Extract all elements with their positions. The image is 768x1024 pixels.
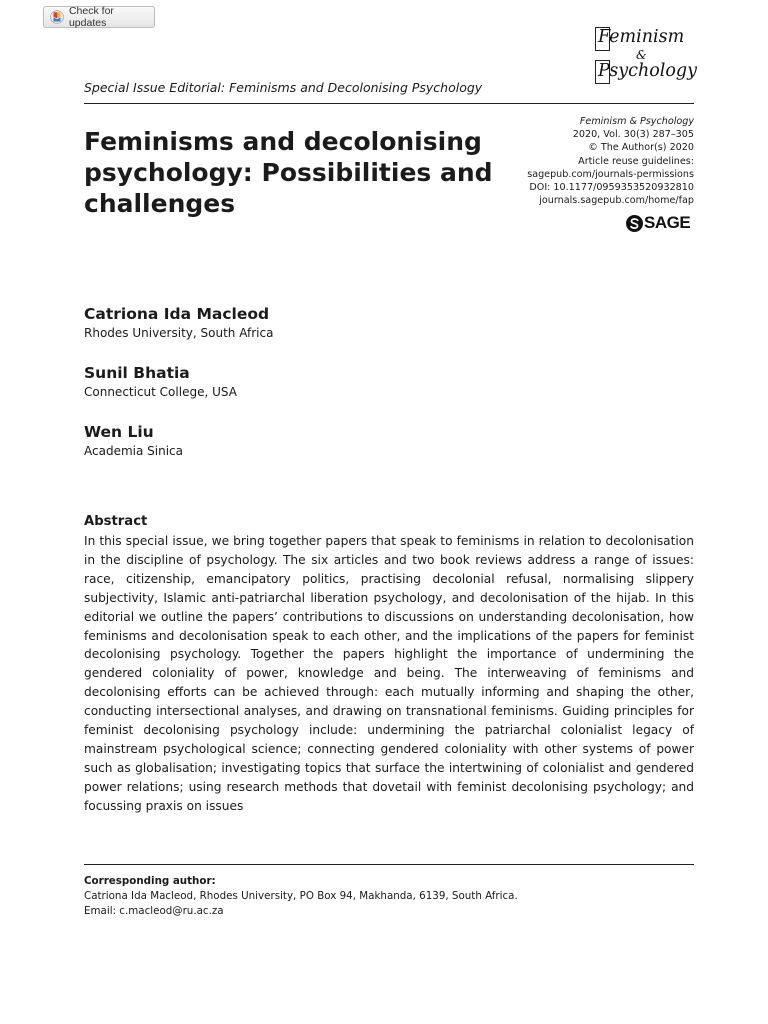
sage-s-icon [626, 215, 643, 232]
meta-doi-link[interactable]: DOI: 10.1177/0959353520932810 [529, 182, 694, 194]
corresponding-author-label: Corresponding author: [84, 875, 216, 887]
logo-line-psychology: Psychology [598, 61, 698, 81]
article-title: Feminisms and decolonising psychology: Possibilities and challenges [84, 127, 493, 218]
meta-home-link[interactable]: journals.sagepub.com/home/fap [539, 195, 694, 207]
running-head: Special Issue Editorial: Feminisms and Decolonising Psychology [84, 80, 483, 95]
logo-line-feminism: Feminism [598, 27, 685, 47]
article-metadata [474, 115, 694, 207]
meta-copyright: © The Author(s) 2020 [588, 142, 694, 154]
footnote-rule [84, 864, 694, 865]
author-name: Catriona Ida Macleod [84, 305, 270, 323]
author-affiliation: Academia Sinica [84, 444, 183, 458]
corresponding-author-block [84, 874, 518, 919]
author-name: Sunil Bhatia [84, 364, 190, 382]
meta-volume: 2020, Vol. 30(3) 287–305 [572, 129, 694, 141]
author-block [84, 422, 183, 460]
meta-permissions-link[interactable]: sagepub.com/journals-permissions [527, 168, 694, 180]
corresponding-author-address: Catriona Ida Macleod, Rhodes University, PO Box 94, Makhanda, 6139, South Africa. [84, 890, 518, 902]
journal-logo [594, 27, 696, 87]
header-rule [84, 103, 694, 104]
abstract-text: In this special issue, we bring together papers that speak to feminisms in relation to decolonisation in the discipline of psychology. The six articles and two book reviews address a range of issues: race, citizenship, emancipatory politics, practising decolonial refusal, normalising slippery subjectivity, Islamic anti-patriarchal liberation psychology, and decolonisation of the hijab. In this editorial we outline the papers’ contributions to discussions on understanding decolonisation, how feminisms and decolonisation speak to each other, and the implications of the papers for feminist decolonising psychology. Together the papers highlight the importance of undermining the gendered coloniality of power, knowledge and being. The interweaving of feminisms and decolonising efforts can be achieved through: each mutually informing and shaping the other, conducting intersectional analyses, and drawing on transnational feminisms. Guiding principles for feminist decolonising psychology include: undermining the patriarchal colonialist legacy of mainstream psychological science; connecting gendered coloniality with other systems of power such as globalisation; investigating topics that surface the intertwining of colonialist and gendered power relations; using research methods that dovetail with feminist decolonising psychology; and focussing praxis on issues [84, 534, 694, 813]
crossmark-icon [50, 10, 64, 24]
author-block [84, 304, 273, 342]
author-name: Wen Liu [84, 423, 154, 441]
author-block [84, 363, 237, 401]
logo-ampersand: & [636, 48, 647, 62]
publisher-name: SAGE [644, 213, 691, 232]
check-for-updates-label: Check for updates [68, 5, 114, 29]
meta-journal: Feminism & Psychology [579, 116, 694, 127]
corresponding-author-email[interactable]: Email: c.macleod@ru.ac.za [84, 905, 224, 917]
check-for-updates-button[interactable] [43, 6, 155, 28]
author-affiliation: Rhodes University, South Africa [84, 326, 274, 340]
publisher-logo [626, 213, 690, 233]
abstract-heading: Abstract [84, 514, 148, 529]
meta-reuse: Article reuse guidelines: [578, 155, 694, 167]
author-affiliation: Connecticut College, USA [84, 385, 237, 399]
